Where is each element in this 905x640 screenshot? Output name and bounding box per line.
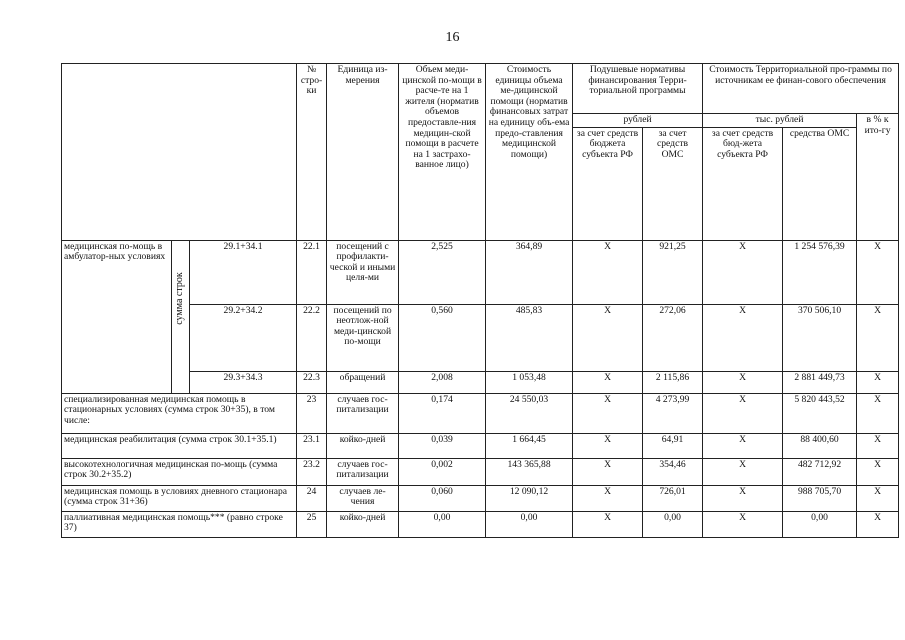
cost-cell: 12 090,12 — [486, 485, 573, 511]
ambulatory-label: медицинская по-мощь в амбулатор-ных условиях — [62, 240, 172, 393]
formula-cell: 29.1+34.1 — [190, 240, 297, 304]
row-no-cell: 23.2 — [297, 458, 327, 485]
table-row — [62, 393, 899, 433]
cost-cell: 0,00 — [486, 511, 573, 537]
cost-cell: 1 053,48 — [486, 371, 573, 393]
budget-total-cell: Х — [703, 304, 783, 371]
header-program-cost: Стоимость Территориальной про-граммы по источникам ее финан-сового обеспечения — [703, 64, 899, 114]
row-label: паллиативная медицинская помощь*** (равно строке 37) — [62, 511, 297, 537]
unit-cell: случаев гос-питализации — [327, 458, 399, 485]
unit-cell: случаев гос-питализации — [327, 393, 399, 433]
oms-total-cell: 988 705,70 — [783, 485, 857, 511]
budget-cell: Х — [573, 433, 643, 458]
oms-cell: 272,06 — [643, 304, 703, 371]
budget-total-cell: Х — [703, 433, 783, 458]
row-label: медицинская реабилитация (сумма строк 30.1+35.1) — [62, 433, 297, 458]
table-row — [62, 433, 899, 458]
budget-total-cell: Х — [703, 371, 783, 393]
cost-cell: 364,89 — [486, 240, 573, 304]
header-cost: Стоимость единицы объема ме-дицинской помощи (норматив финансовых затрат на единицу объ-ема предо-ставления медицинской помощи) — [486, 64, 573, 241]
row-no-cell: 25 — [297, 511, 327, 537]
table-row — [62, 511, 899, 537]
row-no-cell: 22.2 — [297, 304, 327, 371]
row-no-cell: 22.3 — [297, 371, 327, 393]
table-row — [62, 240, 899, 304]
oms-cell: 64,91 — [643, 433, 703, 458]
row-label: высокотехнологичная медицинская по-мощь (сумма строк 30.2+35.2) — [62, 458, 297, 485]
percent-cell: Х — [857, 371, 899, 393]
budget-cell: Х — [573, 458, 643, 485]
table-row — [62, 458, 899, 485]
cost-cell: 24 550,03 — [486, 393, 573, 433]
oms-total-cell: 2 881 449,73 — [783, 371, 857, 393]
row-no-cell: 23.1 — [297, 433, 327, 458]
header-blank — [62, 64, 297, 241]
volume-cell: 2,525 — [399, 240, 486, 304]
volume-cell: 0,00 — [399, 511, 486, 537]
volume-cell: 0,039 — [399, 433, 486, 458]
volume-cell: 0,174 — [399, 393, 486, 433]
header-budget-rf-2: за счет средств бюд-жета субъекта РФ — [703, 127, 783, 240]
volume-cell: 0,002 — [399, 458, 486, 485]
budget-total-cell: Х — [703, 240, 783, 304]
row-no-cell: 24 — [297, 485, 327, 511]
header-percent-total: в % к ито-гу — [857, 114, 899, 241]
oms-total-cell: 0,00 — [783, 511, 857, 537]
header-volume: Объем меди-цинской по-мощи в расче-те на 1 жителя (норматив объемов предоставле-ния медицин-ской помощи в расчете на 1 застрахо-ванное лицо) — [399, 64, 486, 241]
page-number: 16 — [445, 30, 460, 45]
volume-cell: 0,060 — [399, 485, 486, 511]
budget-cell: Х — [573, 240, 643, 304]
oms-cell: 2 115,86 — [643, 371, 703, 393]
unit-cell: случаев ле-чения — [327, 485, 399, 511]
cost-cell: 485,83 — [486, 304, 573, 371]
oms-cell: 4 273,99 — [643, 393, 703, 433]
sum-rows-label: сумма строк — [172, 240, 190, 393]
unit-cell: обращений — [327, 371, 399, 393]
oms-total-cell: 5 820 443,52 — [783, 393, 857, 433]
percent-cell: Х — [857, 511, 899, 537]
budget-total-cell: Х — [703, 458, 783, 485]
cost-cell: 1 664,45 — [486, 433, 573, 458]
oms-cell: 921,25 — [643, 240, 703, 304]
header-oms: за счет средств ОМС — [643, 127, 703, 240]
percent-cell: Х — [857, 485, 899, 511]
volume-cell: 2,008 — [399, 371, 486, 393]
oms-cell: 354,46 — [643, 458, 703, 485]
header-thousand-rubles: тыс. рублей — [703, 114, 857, 128]
budget-total-cell: Х — [703, 393, 783, 433]
oms-total-cell: 370 506,10 — [783, 304, 857, 371]
header-unit: Единица из-мерения — [327, 64, 399, 241]
oms-total-cell: 88 400,60 — [783, 433, 857, 458]
unit-cell: койко-дней — [327, 433, 399, 458]
percent-cell: Х — [857, 240, 899, 304]
budget-cell: Х — [573, 304, 643, 371]
percent-cell: Х — [857, 458, 899, 485]
header-budget-rf: за счет средств бюджета субъекта РФ — [573, 127, 643, 240]
row-label: специализированная медицинская помощь в стационарных условиях (сумма строк 30+35), в том числе: — [62, 393, 297, 433]
row-no-cell: 23 — [297, 393, 327, 433]
budget-total-cell: Х — [703, 485, 783, 511]
oms-cell: 0,00 — [643, 511, 703, 537]
budget-cell: Х — [573, 393, 643, 433]
table-row — [62, 485, 899, 511]
volume-cell: 0,560 — [399, 304, 486, 371]
cost-cell: 143 365,88 — [486, 458, 573, 485]
budget-cell: Х — [573, 485, 643, 511]
percent-cell: Х — [857, 393, 899, 433]
oms-total-cell: 482 712,92 — [783, 458, 857, 485]
row-no-cell: 22.1 — [297, 240, 327, 304]
budget-cell: Х — [573, 371, 643, 393]
unit-cell: посещений с профилакти-ческой и иными целя-ми — [327, 240, 399, 304]
budget-cell: Х — [573, 511, 643, 537]
row-label: медицинская помощь в условиях дневного стационара (сумма строк 31+36) — [62, 485, 297, 511]
oms-total-cell: 1 254 576,39 — [783, 240, 857, 304]
header-oms-2: средства ОМС — [783, 127, 857, 240]
formula-cell: 29.2+34.2 — [190, 304, 297, 371]
budget-total-cell: Х — [703, 511, 783, 537]
header-per-capita: Подушевые нормативы финансирования Терри-ториальной программы — [573, 64, 703, 114]
oms-cell: 726,01 — [643, 485, 703, 511]
unit-cell: посещений по неотлож-ной меди-цинской по-мощи — [327, 304, 399, 371]
percent-cell: Х — [857, 433, 899, 458]
header-rubles: рублей — [573, 114, 703, 128]
header-row-no: № стро-ки — [297, 64, 327, 241]
program-cost-table — [61, 63, 899, 538]
formula-cell: 29.3+34.3 — [190, 371, 297, 393]
unit-cell: койко-дней — [327, 511, 399, 537]
percent-cell: Х — [857, 304, 899, 371]
